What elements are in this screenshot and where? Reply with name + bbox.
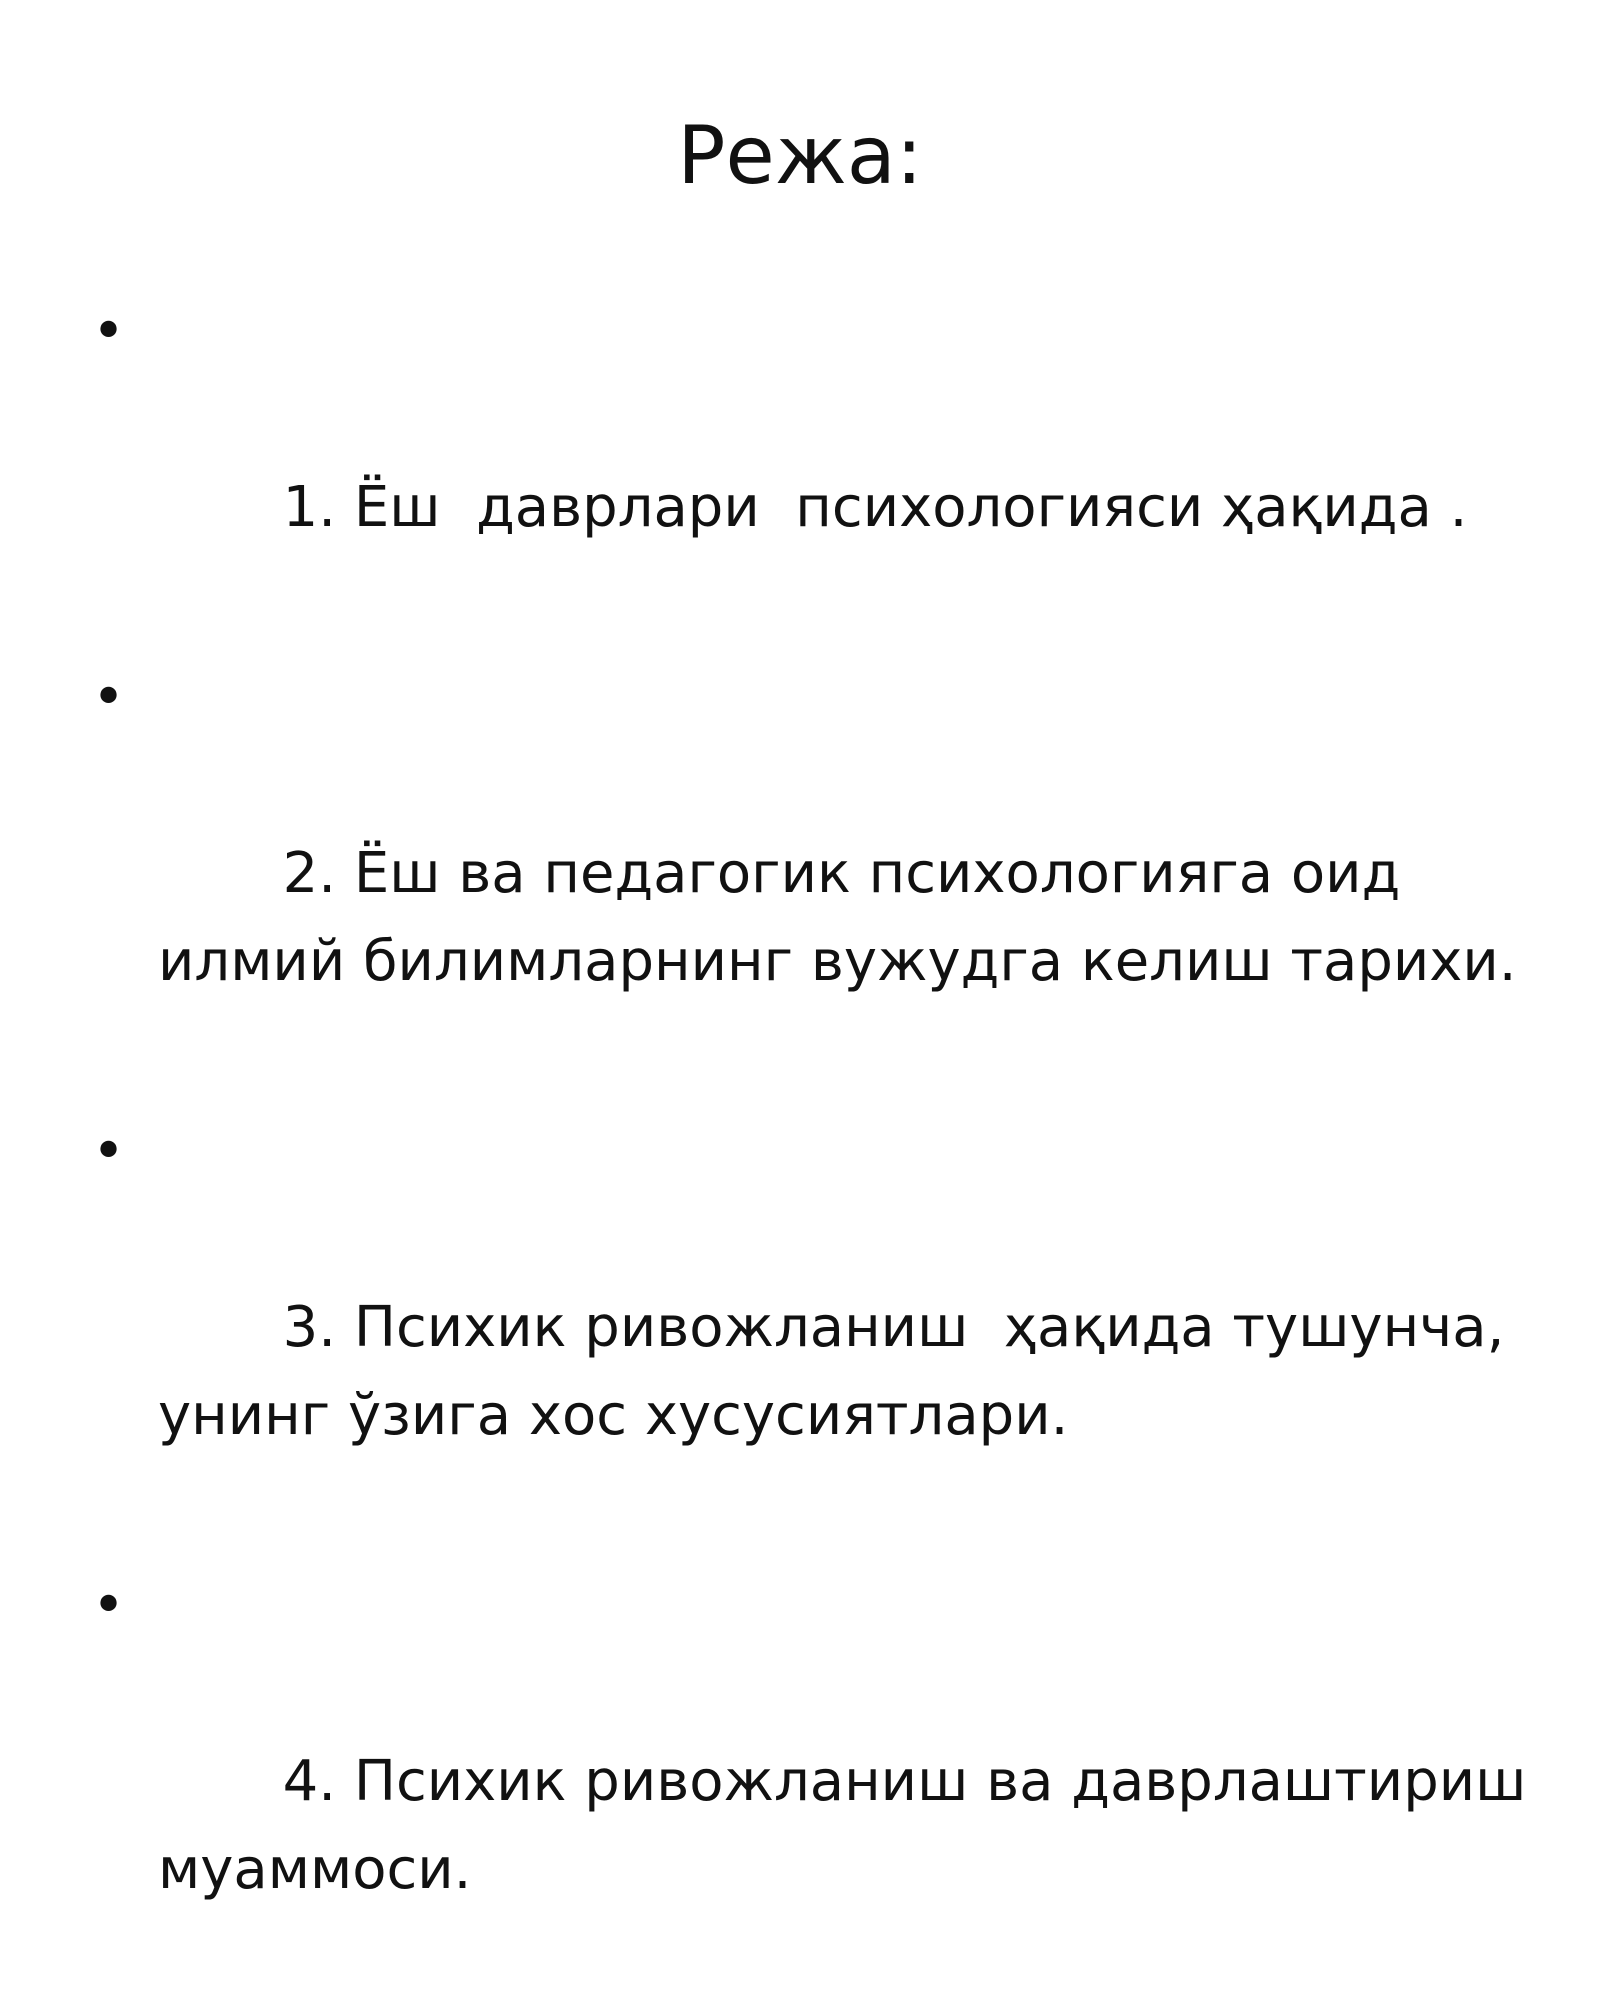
list-item [88, 288, 1558, 640]
list-item-text: 4. Психик ривожланиш ва даврлаштириш муаммоси. [158, 1749, 1545, 1902]
slide-title: Режа: [677, 109, 923, 202]
list-item [88, 1108, 1558, 1548]
bullet-icon: • [92, 1119, 126, 1184]
bullet-icon: • [92, 665, 126, 730]
list-item-text: 2. Ёш ва педагогик психологияга оид илмий билимларнинг вужудга келиш тарихи. [158, 841, 1517, 994]
bullet-icon: • [92, 299, 126, 364]
list-item-text: 1. Ёш даврлари психологияси ҳақида . [264, 475, 1468, 540]
list-item [88, 654, 1558, 1094]
list-item-text: 3. Психик ривожланиш ҳақида тушунча, унинг ўзига хос хусусиятлари. [158, 1295, 1523, 1448]
plan-list [88, 288, 1558, 2016]
list-item [88, 1562, 1558, 2002]
bullet-icon: • [92, 1573, 126, 1638]
